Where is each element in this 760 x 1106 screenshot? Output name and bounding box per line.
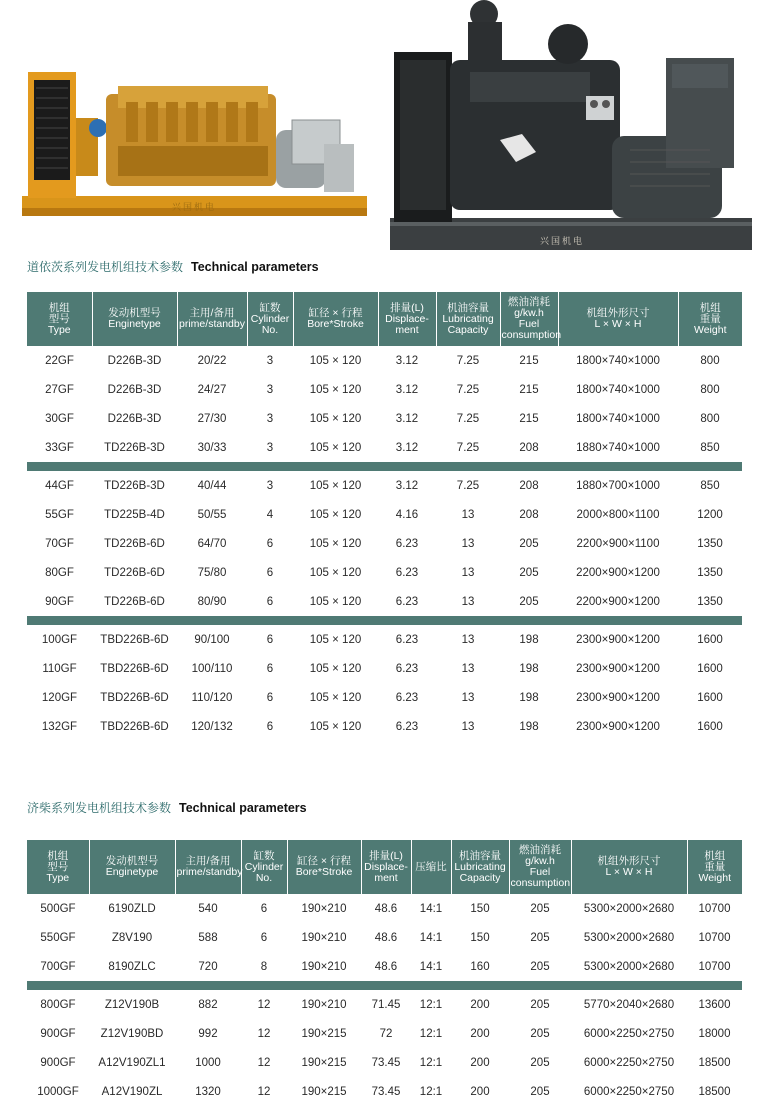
column-header: 机组 重量 Weight — [678, 292, 742, 346]
table-cell: 100/110 — [191, 662, 233, 675]
table-cell: 3.12 — [395, 479, 419, 492]
table-cell: 200 — [470, 1085, 490, 1098]
table-cell: 2300×900×1200 — [576, 720, 660, 733]
column-header: 机油容量 Lubricating Capacity — [451, 840, 509, 894]
table-cell: 132GF — [41, 720, 78, 733]
table-cell: 12:1 — [419, 1056, 443, 1069]
table-cell: 205 — [519, 595, 539, 608]
table-cell: 13 — [461, 662, 475, 675]
table-cell: 6190ZLD — [108, 902, 156, 915]
section-title-en: Technical parameters — [191, 260, 319, 274]
table-cell: 6.23 — [395, 633, 419, 646]
group-separator — [27, 462, 742, 471]
table-cell: TBD226B-6D — [100, 662, 169, 675]
table-cell: 12:1 — [419, 998, 443, 1011]
table-row — [27, 471, 742, 500]
table-row — [27, 654, 742, 683]
table-cell: 4.16 — [395, 508, 419, 521]
table-row — [27, 683, 742, 712]
table-cell: 1600 — [697, 662, 723, 675]
table-cell: 205 — [530, 960, 550, 973]
column-header: 机组 型号 Type — [27, 840, 89, 894]
table-cell: 2200×900×1100 — [576, 537, 660, 550]
table-cell: 13 — [461, 633, 475, 646]
table-cell: 6.23 — [395, 720, 419, 733]
column-header: 机组外形尺寸 L × W × H — [571, 840, 687, 894]
table-cell: 6 — [266, 662, 274, 675]
table-cell: 13 — [461, 720, 475, 733]
table-cell: 2200×900×1200 — [576, 595, 660, 608]
table-cell: 208 — [519, 508, 539, 521]
table-cell: TD226B-6D — [104, 537, 165, 550]
table-cell: 5300×2000×2680 — [583, 902, 675, 915]
table-cell: 3 — [266, 441, 274, 454]
table-cell: 205 — [530, 1056, 550, 1069]
table-cell: 3.12 — [395, 441, 419, 454]
table-cell: 1600 — [697, 691, 723, 704]
table-cell: 3 — [266, 412, 274, 425]
table-cell: 850 — [700, 479, 720, 492]
table-cell: 2000×800×1100 — [576, 508, 660, 521]
table-cell: 6 — [266, 595, 274, 608]
table-cell: 13600 — [698, 998, 731, 1011]
table-cell: 13 — [461, 508, 475, 521]
table-cell: 205 — [530, 931, 550, 944]
table-row — [27, 500, 742, 529]
table-cell: 24/27 — [197, 383, 227, 396]
table-cell: 105 × 120 — [309, 662, 362, 675]
table-cell: 900GF — [40, 1027, 76, 1040]
table-cell: 2300×900×1200 — [576, 633, 660, 646]
table-cell: 71.45 — [371, 998, 401, 1011]
table-cell: 73.45 — [371, 1085, 401, 1098]
table-cell: 900GF — [40, 1056, 76, 1069]
table-cell: 5300×2000×2680 — [583, 960, 675, 973]
table-cell: 215 — [519, 412, 539, 425]
table-cell: D226B-3D — [107, 383, 162, 396]
table-cell: 205 — [530, 998, 550, 1011]
table-cell: 800 — [700, 354, 720, 367]
column-header: 缸数 Cylinder No. — [247, 292, 293, 346]
table-cell: 72 — [379, 1027, 393, 1040]
table-cell: 720 — [198, 960, 218, 973]
table-cell: 6.23 — [395, 595, 419, 608]
table-cell: 50/55 — [197, 508, 227, 521]
table-cell: 105 × 120 — [309, 441, 362, 454]
table-cell: 8 — [260, 960, 268, 973]
table-cell: A12V190ZL — [101, 1085, 163, 1098]
table-cell: 200 — [470, 1056, 490, 1069]
table-cell: TBD226B-6D — [100, 691, 169, 704]
generator-photo-dark — [390, 0, 752, 252]
table-cell: 190×215 — [301, 1027, 347, 1040]
table-cell: 540 — [198, 902, 218, 915]
column-header: 主用/备用 prime/standby — [177, 292, 247, 346]
table-cell: 12 — [257, 1085, 271, 1098]
table-cell: 1350 — [697, 595, 723, 608]
table-cell: 190×215 — [301, 1056, 347, 1069]
table-cell: 14:1 — [419, 902, 443, 915]
table-cell: 6000×2250×2750 — [583, 1085, 675, 1098]
section-title-jichai — [27, 799, 307, 816]
table-cell: 205 — [530, 1085, 550, 1098]
table-cell: 10700 — [698, 931, 731, 944]
table-cell: 200 — [470, 998, 490, 1011]
table-cell: 3.12 — [395, 412, 419, 425]
table-cell: 105 × 120 — [309, 537, 362, 550]
table-cell: 6.23 — [395, 566, 419, 579]
table-cell: 6 — [266, 566, 274, 579]
table-cell: 4 — [266, 508, 274, 521]
table-cell: 7.25 — [456, 383, 480, 396]
table-header-row — [27, 292, 742, 346]
brand-watermark-2: 兴国机电 — [540, 236, 585, 246]
table-cell: 190×210 — [301, 931, 347, 944]
table-cell: 105 × 120 — [309, 508, 362, 521]
table-cell: 6 — [266, 691, 274, 704]
table-cell: 22GF — [45, 354, 74, 367]
table-cell: 6.23 — [395, 691, 419, 704]
table-cell: TBD226B-6D — [100, 720, 169, 733]
table-cell: 3.12 — [395, 383, 419, 396]
table-cell: 5300×2000×2680 — [583, 931, 675, 944]
table-cell: 208 — [519, 441, 539, 454]
table-cell: 105 × 120 — [309, 566, 362, 579]
table-cell: 160 — [470, 960, 490, 973]
table-cell: 190×210 — [301, 902, 347, 915]
column-header: 缸径 × 行程 Bore*Stroke — [293, 292, 378, 346]
table-cell: 150 — [470, 902, 490, 915]
table-cell: 1320 — [195, 1085, 221, 1098]
table-cell: 5770×2040×2680 — [583, 998, 675, 1011]
column-header: 主用/备用 prime/standby — [175, 840, 241, 894]
table-row — [27, 1077, 742, 1106]
table-cell: 1800×740×1000 — [576, 383, 660, 396]
column-header: 发动机型号 Enginetype — [89, 840, 175, 894]
column-header: 缸数 Cylinder No. — [241, 840, 287, 894]
table-cell: 13 — [461, 566, 475, 579]
table-cell: 800 — [700, 412, 720, 425]
table-cell: 40/44 — [197, 479, 227, 492]
table-cell: 100GF — [41, 633, 78, 646]
table-cell: 215 — [519, 354, 539, 367]
table-row — [27, 1019, 742, 1048]
section-title-deutz — [27, 258, 319, 275]
table-cell: A12V190ZL1 — [98, 1056, 166, 1069]
column-header: 机组 重量 Weight — [687, 840, 742, 894]
table-cell: 800GF — [40, 998, 76, 1011]
table-row — [27, 346, 742, 375]
table-cell: 105 × 120 — [309, 383, 362, 396]
table-cell: 992 — [198, 1027, 218, 1040]
table-cell: Z12V190B — [104, 998, 160, 1011]
table-cell: TD226B-6D — [104, 595, 165, 608]
table-cell: 18000 — [698, 1027, 731, 1040]
table-cell: 190×210 — [301, 960, 347, 973]
table-cell: 90/100 — [194, 633, 230, 646]
table-cell: D226B-3D — [107, 354, 162, 367]
table-cell: 73.45 — [371, 1056, 401, 1069]
table-cell: 3.12 — [395, 354, 419, 367]
table-cell: 1800×740×1000 — [576, 354, 660, 367]
table-cell: 64/70 — [197, 537, 227, 550]
table-cell: 1200 — [697, 508, 723, 521]
table-cell: 105 × 120 — [309, 354, 362, 367]
table-cell: 198 — [519, 691, 539, 704]
table-cell: 48.6 — [374, 902, 398, 915]
table-row — [27, 529, 742, 558]
column-header: 机组 型号 Type — [27, 292, 92, 346]
table-cell: 44GF — [45, 479, 74, 492]
table-cell: 10700 — [698, 960, 731, 973]
table-cell: 75/80 — [197, 566, 227, 579]
table-cell: 208 — [519, 479, 539, 492]
table-row — [27, 625, 742, 654]
table-cell: 882 — [198, 998, 218, 1011]
table-cell: 205 — [530, 902, 550, 915]
table-cell: 1000GF — [37, 1085, 79, 1098]
table-cell: 850 — [700, 441, 720, 454]
table-cell: 1600 — [697, 720, 723, 733]
table-cell: 12 — [257, 998, 271, 1011]
table-cell: 80/90 — [197, 595, 227, 608]
table-cell: 7.25 — [456, 441, 480, 454]
table-cell: 13 — [461, 691, 475, 704]
table-cell: 14:1 — [419, 931, 443, 944]
table-cell: 110/120 — [191, 691, 233, 704]
column-header: 机油容量 Lubricating Capacity — [436, 292, 500, 346]
table-cell: 500GF — [40, 902, 76, 915]
table-cell: 27/30 — [197, 412, 227, 425]
table-cell: 6 — [266, 633, 274, 646]
table-cell: TD226B-6D — [104, 566, 165, 579]
table-cell: 198 — [519, 662, 539, 675]
table-cell: 1350 — [697, 566, 723, 579]
table-cell: TD225B-4D — [104, 508, 165, 521]
table-cell: 1880×700×1000 — [576, 479, 660, 492]
table-cell: 6.23 — [395, 537, 419, 550]
table-cell: 3 — [266, 479, 274, 492]
table-cell: 120GF — [41, 691, 78, 704]
table-cell: 6 — [260, 931, 268, 944]
table-cell: 700GF — [40, 960, 76, 973]
table-cell: 105 × 120 — [309, 691, 362, 704]
table-cell: 150 — [470, 931, 490, 944]
table-cell: 190×215 — [301, 1085, 347, 1098]
table-cell: D226B-3D — [107, 412, 162, 425]
table-cell: 12 — [257, 1056, 271, 1069]
table-cell: 2300×900×1200 — [576, 662, 660, 675]
table-cell: 105 × 120 — [309, 479, 362, 492]
table-cell: 20/22 — [197, 354, 227, 367]
table-cell: 2300×900×1200 — [576, 691, 660, 704]
generator-photo-yellow — [22, 58, 367, 218]
table-cell: 588 — [198, 931, 218, 944]
column-header: 排量(L) Displace- ment — [361, 840, 411, 894]
table-cell: 198 — [519, 633, 539, 646]
section-title-en: Technical parameters — [179, 801, 307, 815]
jichai-parameters-table — [27, 840, 742, 1106]
table-cell: 55GF — [45, 508, 74, 521]
table-cell: 80GF — [45, 566, 74, 579]
table-cell: TBD226B-6D — [100, 633, 169, 646]
table-cell: 18500 — [698, 1056, 731, 1069]
table-cell: 30/33 — [197, 441, 227, 454]
section-title-cn: 济柴系列发电机组技术参数 — [27, 801, 172, 815]
table-cell: 3 — [266, 354, 274, 367]
table-cell: 70GF — [45, 537, 74, 550]
table-row — [27, 558, 742, 587]
column-header: 燃油消耗 g/kw.h Fuel consumption — [509, 840, 571, 894]
table-cell: 200 — [470, 1027, 490, 1040]
column-header: 机组外形尺寸 L × W × H — [558, 292, 678, 346]
table-row — [27, 404, 742, 433]
table-cell: 8190ZLC — [108, 960, 156, 973]
table-cell: 2200×900×1200 — [576, 566, 660, 579]
table-cell: 105 × 120 — [309, 595, 362, 608]
table-row — [27, 712, 742, 741]
table-cell: 7.25 — [456, 479, 480, 492]
table-cell: 10700 — [698, 902, 731, 915]
table-cell: 205 — [519, 566, 539, 579]
table-cell: 13 — [461, 537, 475, 550]
table-cell: 48.6 — [374, 960, 398, 973]
table-cell: 110GF — [42, 662, 77, 675]
table-cell: 12 — [257, 1027, 271, 1040]
table-cell: 14:1 — [419, 960, 443, 973]
table-cell: 120/132 — [191, 720, 233, 733]
table-cell: 198 — [519, 720, 539, 733]
table-cell: 33GF — [45, 441, 74, 454]
table-row — [27, 1048, 742, 1077]
table-cell: 7.25 — [456, 412, 480, 425]
table-cell: 6 — [266, 537, 274, 550]
table-cell: 30GF — [45, 412, 74, 425]
table-cell: 800 — [700, 383, 720, 396]
table-row — [27, 587, 742, 616]
column-header: 发动机型号 Enginetype — [92, 292, 177, 346]
table-cell: 6000×2250×2750 — [583, 1056, 675, 1069]
table-cell: 12:1 — [419, 1085, 443, 1098]
table-header-row — [27, 840, 742, 894]
table-cell: 6000×2250×2750 — [583, 1027, 675, 1040]
table-cell: 205 — [530, 1027, 550, 1040]
table-row — [27, 433, 742, 462]
table-cell: TD226B-3D — [104, 479, 165, 492]
table-cell: 190×210 — [301, 998, 347, 1011]
column-header: 燃油消耗 g/kw.h Fuel consumption — [500, 292, 558, 346]
table-cell: 6 — [266, 720, 274, 733]
table-cell: 6 — [260, 902, 268, 915]
table-row — [27, 894, 742, 923]
deutz-parameters-table — [27, 292, 742, 741]
table-row — [27, 923, 742, 952]
table-cell: 90GF — [45, 595, 74, 608]
table-cell: 6.23 — [395, 662, 419, 675]
table-cell: 18500 — [698, 1085, 731, 1098]
table-cell: 7.25 — [456, 354, 480, 367]
brand-watermark: 兴国机电 — [172, 202, 217, 212]
column-header: 缸径 × 行程 Bore*Stroke — [287, 840, 361, 894]
table-cell: 105 × 120 — [309, 720, 362, 733]
table-cell: Z8V190 — [111, 931, 153, 944]
table-cell: 1000 — [195, 1056, 221, 1069]
table-cell: 13 — [461, 595, 475, 608]
group-separator — [27, 616, 742, 625]
table-cell: 215 — [519, 383, 539, 396]
table-cell: 12:1 — [419, 1027, 443, 1040]
table-cell: 105 × 120 — [309, 412, 362, 425]
table-cell: 1600 — [697, 633, 723, 646]
table-cell: 1880×740×1000 — [576, 441, 660, 454]
table-cell: 1350 — [697, 537, 723, 550]
section-title-cn: 道依茨系列发电机组技术参数 — [27, 260, 184, 274]
group-separator — [27, 981, 742, 990]
table-row — [27, 952, 742, 981]
table-row — [27, 990, 742, 1019]
table-cell: 27GF — [45, 383, 74, 396]
table-cell: 3 — [266, 383, 274, 396]
column-header: 压缩比 — [411, 840, 451, 894]
column-header: 排量(L) Displace- ment — [378, 292, 436, 346]
table-cell: 48.6 — [374, 931, 398, 944]
table-cell: 1800×740×1000 — [576, 412, 660, 425]
table-cell: 105 × 120 — [309, 633, 362, 646]
table-cell: 205 — [519, 537, 539, 550]
table-row — [27, 375, 742, 404]
table-cell: Z12V190BD — [100, 1027, 164, 1040]
table-cell: 550GF — [40, 931, 76, 944]
table-cell: TD226B-3D — [104, 441, 165, 454]
